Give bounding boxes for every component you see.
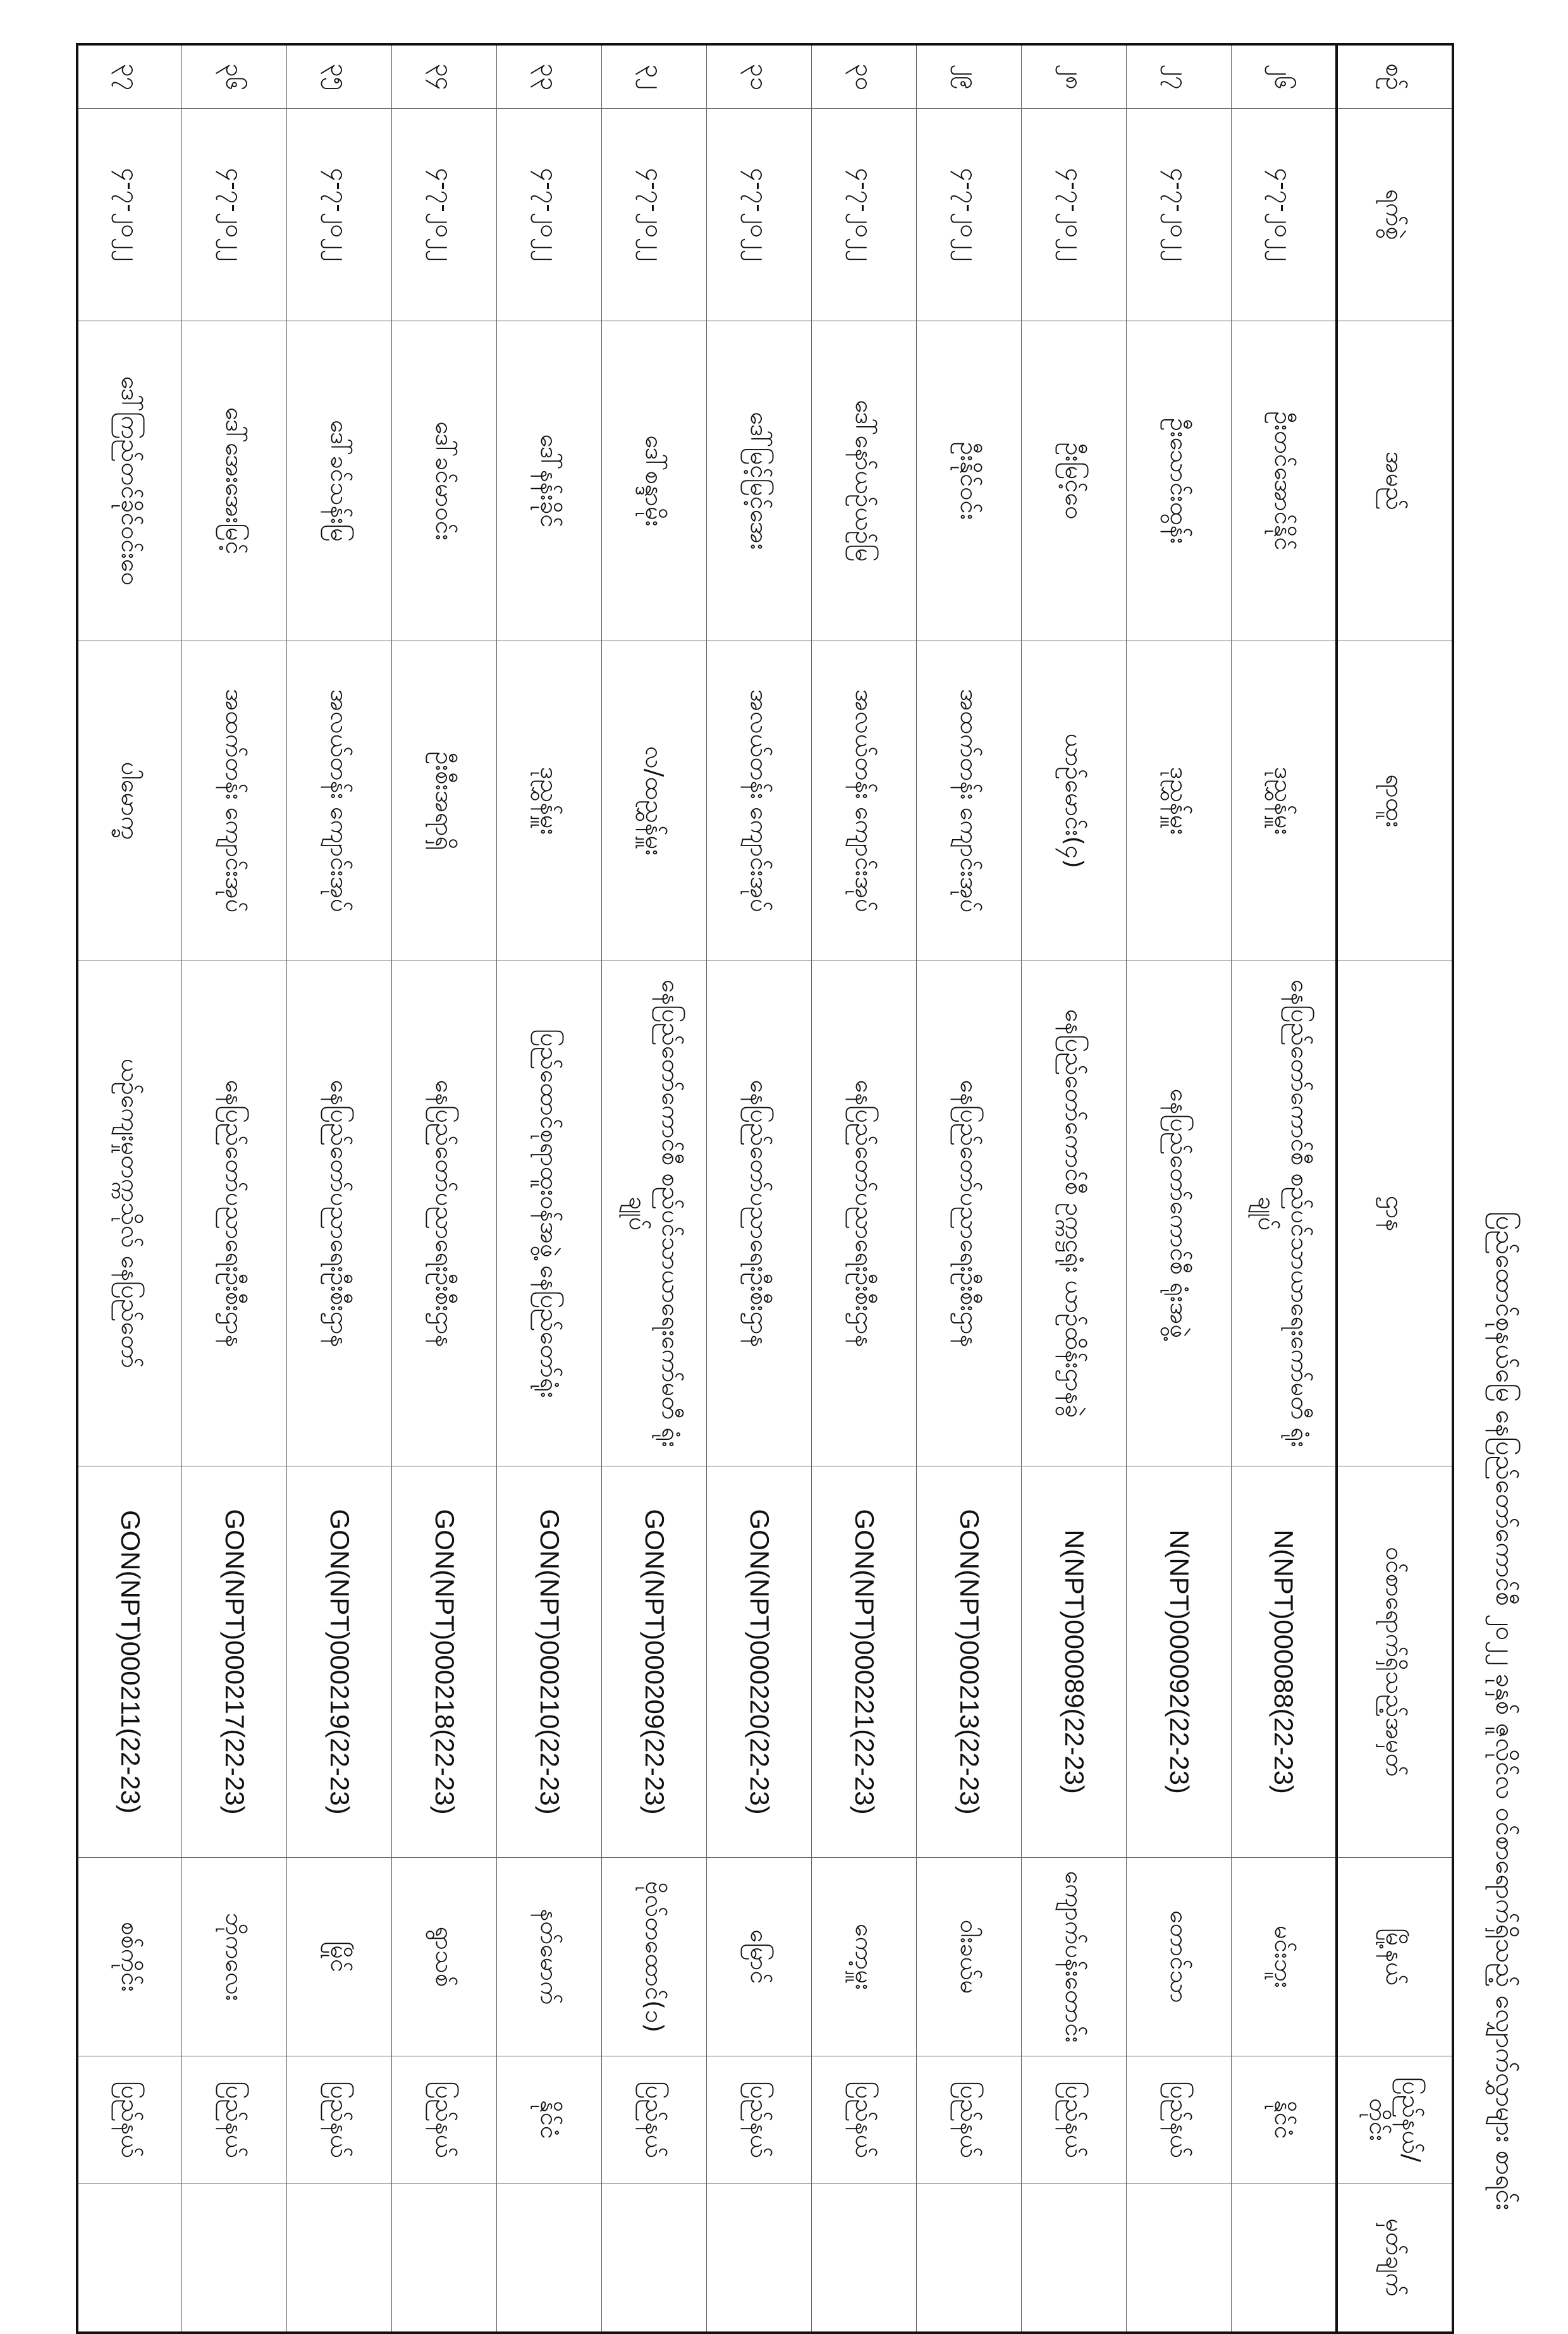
- serial-cell: ၃၀: [812, 44, 917, 109]
- region-cell: ပြည်နယ်: [602, 2056, 707, 2184]
- name-cell: ဦးသောင်းထွန်း: [1127, 321, 1232, 641]
- name-cell: ဦးတင်အောင်နိုင်: [1232, 321, 1337, 641]
- date-cell: ၄-၇-၂၀၂၂: [182, 109, 287, 321]
- name-cell: ဦးမြင့်ဝေ: [1022, 321, 1127, 641]
- township-cell: ရွာသစ်: [392, 1858, 497, 2056]
- date-cell: ၄-၇-၂၀၂၂: [707, 109, 812, 321]
- township-cell: တောင်သာ: [1127, 1858, 1232, 2056]
- reference-number-cell: GON(NPT)000211(22-23): [77, 1466, 182, 1858]
- reference-number-cell: GON(NPT)000213(22-23): [917, 1466, 1022, 1858]
- region-cell: နိုင်ငံ: [1232, 2056, 1337, 2184]
- region-cell: ပြည်နယ်: [1022, 2056, 1127, 2184]
- township-cell: ကျောက်ပန်းတောင်း: [1022, 1858, 1127, 2056]
- header-department: ဌာန: [1337, 961, 1453, 1466]
- table-header-row: [1337, 44, 1453, 2333]
- remark-cell: [182, 2184, 287, 2333]
- position-cell: ယာဉ်မောင်း(၄): [1022, 641, 1127, 961]
- table-row: [812, 44, 917, 2333]
- remark-cell: [1232, 2184, 1337, 2333]
- date-cell: ၄-၇-၂၀၂၂: [1022, 109, 1127, 321]
- serial-cell: ၃၇: [77, 44, 182, 109]
- header-reference-number: ဝင်စာရောက်ရှိသည့်အမှတ်: [1337, 1466, 1453, 1858]
- table-row: [182, 44, 287, 2333]
- serial-cell: ၃၆: [182, 44, 287, 109]
- reference-number-cell: GON(NPT)000221(22-23): [812, 1466, 917, 1858]
- position-cell: အလယ်တန်း ကျောင်းအုပ်: [707, 641, 812, 961]
- township-cell: မင်းဘူး: [1232, 1858, 1337, 2056]
- position-cell: ဒုညွှန်မှူး: [1232, 641, 1337, 961]
- position-cell: ဒုညွှန်မှူး: [1127, 641, 1232, 961]
- position-cell: လ/ထညွှန်မှူး: [602, 641, 707, 961]
- reference-number-cell: GON(NPT)000218(22-23): [392, 1466, 497, 1858]
- date-cell: ၄-၇-၂၀၂၂: [602, 109, 707, 321]
- position-cell: အထက်တန်း ကျောင်းအုပ်: [182, 641, 287, 961]
- department-cell: နေပြည်တော်ပညာရေးဦးစီးဌာန: [707, 961, 812, 1466]
- date-cell: ၄-၇-၂၀၂၂: [917, 109, 1022, 321]
- position-cell: ပါမောက္ခ: [77, 641, 182, 961]
- remark-cell: [707, 2184, 812, 2333]
- name-cell: ဦးနိုင်ဝင်း: [917, 321, 1022, 641]
- name-cell: ဒေါ်အေးအေးမြင့်: [182, 321, 287, 641]
- township-cell: ဝါးခယ်မ: [917, 1858, 1022, 2056]
- name-cell: ဒေါ်ကြည်တင်ခိုင်ဝင်းဝေ: [77, 321, 182, 641]
- department-cell: နေပြည်တော်ကောင်စီ ဥက္ကဋ္ဌရုံး ယာဉ်ထိန်းဌာနခွဲ: [1022, 961, 1127, 1466]
- date-cell: ၄-၇-၂၀၂၂: [1232, 109, 1337, 321]
- department-cell: ပြည်ထောင်စုရာထူးဝန်အဖွဲ့ နေပြည်တော်ရုံး: [497, 961, 602, 1466]
- position-cell: အလယ်တန်း ကျောင်းအုပ်: [287, 641, 392, 961]
- region-cell: ပြည်နယ်: [77, 2056, 182, 2184]
- department-cell: နေပြည်တော်ကောင်စီ စည်ပင်သာယာရေးကော်မတီ ရုံးချုပ်: [602, 961, 707, 1466]
- remark-cell: [497, 2184, 602, 2333]
- date-cell: ၄-၇-၂၀၂၂: [287, 109, 392, 321]
- reference-number-cell: N(NPT)000092(22-23): [1127, 1466, 1232, 1858]
- serial-cell: ၂၈: [1022, 44, 1127, 109]
- township-cell: ဘိုကလေး: [182, 1858, 287, 2056]
- reference-number-cell: GON(NPT)000217(22-23): [182, 1466, 287, 1858]
- department-cell: နေပြည်တော်ပညာရေးဦးစီးဌာန: [917, 961, 1022, 1466]
- department-cell: နေပြည်တော်ပညာရေးဦးစီးဌာန: [392, 961, 497, 1466]
- serial-cell: ၃၂: [602, 44, 707, 109]
- township-cell: နတ်မောက်: [497, 1858, 602, 2056]
- serial-cell: ၃၄: [392, 44, 497, 109]
- region-cell: ပြည်နယ်: [287, 2056, 392, 2184]
- remark-cell: [392, 2184, 497, 2333]
- header-date: ရက်စွဲ: [1337, 109, 1453, 321]
- table-row: [1022, 44, 1127, 2333]
- township-cell: စစ်ကိုင်း: [77, 1858, 182, 2056]
- name-cell: ဒေါ်မြင့်မြင့်အေး: [707, 321, 812, 641]
- header-township: မြို့နယ်: [1337, 1858, 1453, 2056]
- table-row: [602, 44, 707, 2333]
- township-cell: မြိုင်: [287, 1858, 392, 2056]
- table-row: [1127, 44, 1232, 2333]
- department-cell: နေပြည်တော်ကောင်စီ စည်ပင်သာယာရေးကော်မတီ ရုံးချုပ်: [1232, 961, 1337, 1466]
- township-cell: မြောင်: [707, 1858, 812, 2056]
- reference-number-cell: GON(NPT)000219(22-23): [287, 1466, 392, 1858]
- department-cell: နေပြည်တော်ကောင်စီ ရုံးအဖွဲ့: [1127, 961, 1232, 1466]
- serial-cell: ၂၇: [1127, 44, 1232, 109]
- serial-cell: ၃၁: [707, 44, 812, 109]
- region-cell: ပြည်နယ်: [917, 2056, 1022, 2184]
- region-cell: ပြည်နယ်: [812, 2056, 917, 2184]
- table-row: [77, 44, 182, 2333]
- remark-cell: [812, 2184, 917, 2333]
- remark-cell: [917, 2184, 1022, 2333]
- serial-cell: ၃၃: [497, 44, 602, 109]
- name-cell: ဒေါ်နန်းခိုင်: [497, 321, 602, 641]
- region-cell: ပြည်နယ်: [1127, 2056, 1232, 2184]
- region-cell: ပြည်နယ်: [392, 2056, 497, 2184]
- table-row: [392, 44, 497, 2333]
- township-cell: ဗိုလ်တထောင်(၁): [602, 1858, 707, 2056]
- date-cell: ၄-၇-၂၀၂၂: [1127, 109, 1232, 321]
- department-cell: နေပြည်တော်ပညာရေးဦးစီးဌာန: [287, 961, 392, 1466]
- region-cell: နိုင်ငံ: [497, 2056, 602, 2184]
- department-cell: နေပြည်တော်ပညာရေးဦးစီးဌာန: [182, 961, 287, 1466]
- reference-number-cell: GON(NPT)000220(22-23): [707, 1466, 812, 1858]
- header-region: ပြည်နယ်/ တိုင်း: [1337, 2056, 1453, 2184]
- date-cell: ၄-၇-၂၀၂၂: [77, 109, 182, 321]
- remark-cell: [287, 2184, 392, 2333]
- table-row: [287, 44, 392, 2333]
- date-cell: ၄-၇-၂၀၂၂: [497, 109, 602, 321]
- records-table: [76, 43, 1454, 2334]
- name-cell: ဒေါ်စန္ဒာမိုး: [602, 321, 707, 641]
- department-cell: နေပြည်တော်ပညာရေးဦးစီးဌာန: [812, 961, 917, 1466]
- document-page: [81, 43, 1519, 2297]
- reference-number-cell: N(NPT)000088(22-23): [1232, 1466, 1337, 1858]
- reference-number-cell: GON(NPT)000210(22-23): [497, 1466, 602, 1858]
- remark-cell: [1127, 2184, 1232, 2333]
- serial-cell: ၃၅: [287, 44, 392, 109]
- reference-number-cell: GON(NPT)000209(22-23): [602, 1466, 707, 1858]
- serial-cell: ၂၆: [1232, 44, 1337, 109]
- table-row: [917, 44, 1022, 2333]
- document-title: ပြည်ထောင်စုနယ်မြေ နေပြည်တော်ကောင်စီ ၂၀၂၂ ခုနှစ် ဇူလိုင်လ ဝင်စာရောက်ရှိသည့် လျှောက်လွှာများ စာရင်း: [1490, 1211, 1519, 2210]
- date-cell: ၄-၇-၂၀၂၂: [812, 109, 917, 321]
- name-cell: ဒေါ်ခင်မာဝင်း: [392, 321, 497, 641]
- position-cell: အလယ်တန်း ကျောင်းအုပ်: [812, 641, 917, 961]
- table-row: [707, 44, 812, 2333]
- remark-cell: [602, 2184, 707, 2333]
- position-cell: ဒုညွှန်မှူး: [497, 641, 602, 961]
- name-cell: ဒေါ်ခင်သန်းမြ: [287, 321, 392, 641]
- serial-cell: ၂၉: [917, 44, 1022, 109]
- township-cell: ကော့မှူး: [812, 1858, 917, 2056]
- remark-cell: [1022, 2184, 1127, 2333]
- reference-number-cell: N(NPT)000089(22-23): [1022, 1466, 1127, 1858]
- region-cell: ပြည်နယ်: [182, 2056, 287, 2184]
- table-row: [1232, 44, 1337, 2333]
- position-cell: ဦးစီးအရာရှိ: [392, 641, 497, 961]
- name-cell: ဒေါ်နော်ယဉ်ယဉ်မြ: [812, 321, 917, 641]
- header-serial: စဉ်: [1337, 44, 1453, 109]
- header-position: ရာထူး: [1337, 641, 1453, 961]
- position-cell: အထက်တန်း ကျောင်းအုပ်: [917, 641, 1022, 961]
- table-row: [497, 44, 602, 2333]
- region-cell: ပြည်နယ်: [707, 2056, 812, 2184]
- department-cell: ယဉ်ကျေးမှုတက္ကသိုလ် နေပြည်တော်: [77, 961, 182, 1466]
- remark-cell: [77, 2184, 182, 2333]
- header-name: အမည်: [1337, 321, 1453, 641]
- date-cell: ၄-၇-၂၀၂၂: [392, 109, 497, 321]
- header-remark: မှတ်ချက်: [1337, 2184, 1453, 2333]
